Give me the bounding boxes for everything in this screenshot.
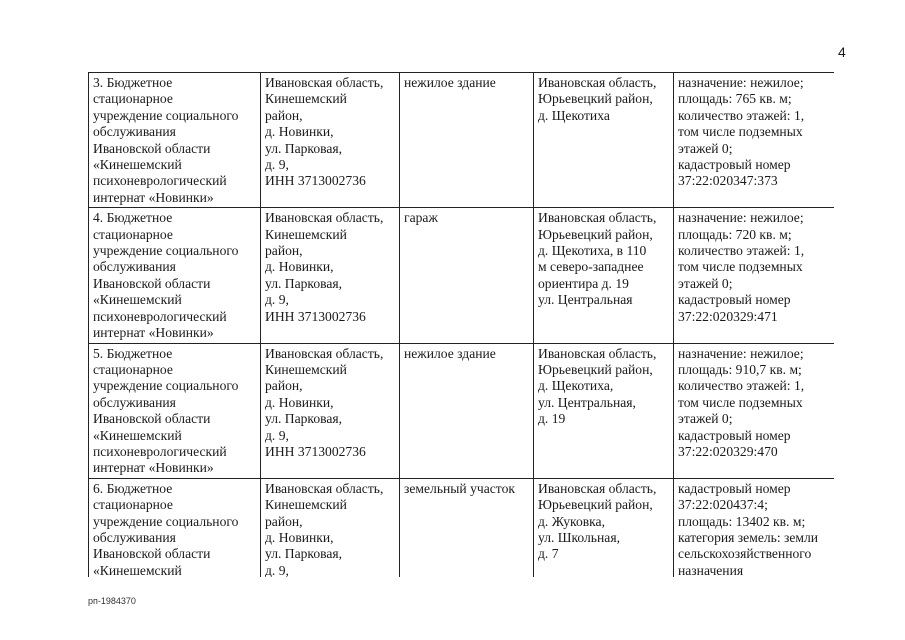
cell-line: интернат «Новинки» [93,325,214,341]
object-type-cell [400,343,534,478]
cell-line: Юрьевецкий район, [538,91,653,107]
cell-line: д. 7 [538,546,559,562]
cell-line: учреждение социального [93,243,239,259]
cell-line: интернат «Новинки» [93,460,214,476]
cell-line: д. 19 [538,411,566,427]
cell-line: обслуживания [93,394,176,410]
property-table [88,72,834,577]
property-table-container [88,72,834,577]
cell-line: 37:22:020329:470 [678,443,778,459]
location-cell [534,73,674,208]
cell-line: ул. Центральная [538,292,633,308]
cell-line: Кинешемский [265,361,347,377]
cell-line: обслуживания [93,124,176,140]
cell-line: количество этажей: 1, [678,243,805,259]
cell-line: земельный участок [404,480,515,496]
cell-line: Ивановская область, [265,210,384,226]
cell-line: стационарное [93,497,173,513]
cell-line: Ивановская область, [538,75,657,90]
org-cell [89,73,261,208]
cell-line: ул. Парковая, [265,275,343,291]
object-type-cell [400,208,534,343]
cell-line: кадастровый номер [678,292,791,308]
cell-line: д. 9, [265,562,289,577]
cell-line: д. 9, [265,157,289,173]
cell-line: ул. Парковая, [265,546,343,562]
cell-line: д. Новинки, [265,124,334,140]
cell-line: кадастровый номер [678,427,791,443]
location-cell [534,343,674,478]
org-address-cell [261,343,400,478]
cell-line: назначения [678,562,744,577]
cell-line: стационарное [93,361,173,377]
cell-line: ул. Парковая, [265,140,343,156]
cell-line: д. Новинки, [265,529,334,545]
cell-line: нежилое здание [404,345,496,361]
cell-line: гараж [404,210,438,226]
cell-line: Ивановской области [93,275,211,291]
cell-line: 37:22:020347:373 [678,173,778,189]
cell-line: м северо-западнее [538,259,644,275]
cell-line: ориентира д. 19 [538,275,629,291]
cell-line: Ивановская область, [538,345,657,361]
details-cell [674,208,835,343]
cell-line: категория земель: земли [678,529,819,545]
cell-line: д. Щекотиха, [538,378,614,394]
cell-line: интернат «Новинки» [93,189,214,205]
details-cell [674,478,835,577]
cell-line: том числе подземных [678,259,803,275]
cell-line: площадь: 910,7 кв. м; [678,361,802,377]
cell-line: район, [265,243,303,259]
cell-line: 37:22:020329:471 [678,308,778,324]
cell-line: количество этажей: 1, [678,378,805,394]
cell-line: кадастровый номер [678,480,791,496]
cell-line: 3. Бюджетное [93,75,173,90]
cell-line: психоневрологический [93,443,227,459]
cell-line: этажей 0; [678,275,733,291]
cell-line: обслуживания [93,259,176,275]
cell-line: том числе подземных [678,394,803,410]
cell-line: площадь: 765 кв. м; [678,91,792,107]
cell-line: Кинешемский [265,226,347,242]
cell-line: район, [265,107,303,123]
cell-line: 6. Бюджетное [93,480,173,496]
cell-line: этажей 0; [678,140,733,156]
cell-line: психоневрологический [93,308,227,324]
cell-line: д. Новинки, [265,259,334,275]
details-cell [674,73,835,208]
cell-line: 37:22:020437:4; [678,497,768,513]
cell-line: район, [265,513,303,529]
cell-line: ул. Школьная, [538,529,620,545]
cell-line: д. Жуковка, [538,513,605,529]
cell-line: ИНН 3713002736 [265,173,366,189]
cell-line: д. Щекотиха, в 110 [538,243,647,259]
cell-line: том числе подземных [678,124,803,140]
org-cell [89,208,261,343]
cell-line: назначение: нежилое; [678,75,804,90]
cell-line: обслуживания [93,529,176,545]
cell-line: д. 9, [265,427,289,443]
cell-line: назначение: нежилое; [678,345,804,361]
cell-line: «Кинешемский [93,427,182,443]
cell-line: учреждение социального [93,513,239,529]
cell-line: д. 9, [265,292,289,308]
cell-line: сельскохозяйственного [678,546,812,562]
document-id: рп-1984370 [88,596,136,606]
cell-line: ул. Парковая, [265,411,343,427]
cell-line: Ивановской области [93,140,211,156]
cell-line: Юрьевецкий район, [538,497,653,513]
cell-line: Ивановской области [93,411,211,427]
cell-line: «Кинешемский [93,157,182,173]
cell-line: ИНН 3713002736 [265,308,366,324]
cell-line: «Кинешемский [93,562,182,577]
cell-line: стационарное [93,91,173,107]
object-type-cell [400,478,534,577]
table-row [89,343,835,478]
cell-line: количество этажей: 1, [678,107,805,123]
cell-line: Ивановская область, [265,480,384,496]
page-number: 4 [838,44,846,60]
cell-line: 4. Бюджетное [93,210,173,226]
cell-line: район, [265,378,303,394]
cell-line: д. Щекотиха [538,107,610,123]
cell-line: площадь: 13402 кв. м; [678,513,806,529]
details-cell [674,343,835,478]
cell-line: Ивановская область, [538,480,657,496]
cell-line: Юрьевецкий район, [538,226,653,242]
org-cell [89,478,261,577]
cell-line: Ивановская область, [265,75,384,90]
table-row [89,478,835,577]
cell-line: Ивановская область, [265,345,384,361]
cell-line: учреждение социального [93,107,239,123]
table-row [89,73,835,208]
cell-line: стационарное [93,226,173,242]
cell-line: учреждение социального [93,378,239,394]
cell-line: 5. Бюджетное [93,345,173,361]
location-cell [534,478,674,577]
cell-line: Ивановская область, [538,210,657,226]
org-address-cell [261,478,400,577]
cell-line: Юрьевецкий район, [538,361,653,377]
cell-line: ул. Центральная, [538,394,636,410]
location-cell [534,208,674,343]
org-address-cell [261,73,400,208]
cell-line: Кинешемский [265,497,347,513]
cell-line: психоневрологический [93,173,227,189]
table-row [89,208,835,343]
cell-line: назначение: нежилое; [678,210,804,226]
cell-line: площадь: 720 кв. м; [678,226,792,242]
cell-line: Ивановской области [93,546,211,562]
cell-line: Кинешемский [265,91,347,107]
cell-line: этажей 0; [678,411,733,427]
cell-line: нежилое здание [404,75,496,90]
cell-line: ИНН 3713002736 [265,443,366,459]
cell-line: д. Новинки, [265,394,334,410]
cell-line: «Кинешемский [93,292,182,308]
org-address-cell [261,208,400,343]
cell-line: кадастровый номер [678,157,791,173]
org-cell [89,343,261,478]
object-type-cell [400,73,534,208]
